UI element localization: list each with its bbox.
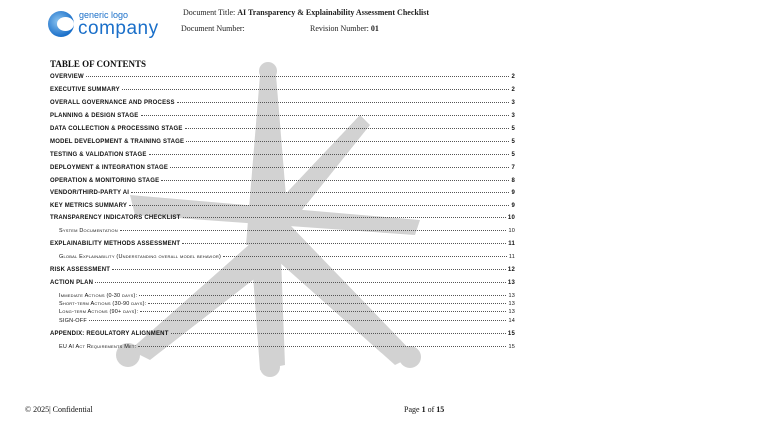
toc-entry-page: 11	[508, 254, 515, 260]
toc-entry-label: Global Explainability (Understanding overall model behavior)	[59, 254, 221, 260]
toc-entry-page: 5	[511, 139, 515, 145]
toc-entry[interactable]	[50, 126, 515, 132]
toc-entry-page: 5	[511, 152, 515, 158]
toc-entry-label: DATA COLLECTION & PROCESSING STAGE	[50, 126, 183, 132]
toc-entry[interactable]	[50, 267, 515, 273]
toc-entry-page: 14	[508, 318, 515, 324]
toc-entry-label: DEPLOYMENT & INTEGRATION STAGE	[50, 165, 169, 171]
toc-leader-dots	[141, 115, 510, 116]
toc-leader-dots	[161, 180, 509, 181]
toc-leader-dots	[120, 230, 507, 231]
toc-leader-dots	[95, 282, 506, 283]
toc-leader-dots	[138, 346, 506, 347]
toc-entry-label: RISK ASSESSMENT	[50, 267, 111, 273]
toc-leader-dots	[148, 303, 506, 304]
page-of: of	[427, 405, 435, 414]
toc-entry[interactable]	[50, 178, 515, 184]
toc-entry-label: APPENDIX: REGULATORY ALIGNMENT	[50, 331, 169, 337]
toc-entry-page: 15	[507, 331, 515, 337]
toc-entry[interactable]	[59, 293, 515, 299]
toc-leader-dots	[112, 269, 506, 270]
toc-entry-label: VENDOR/THIRD-PARTY AI	[50, 190, 130, 196]
page-prefix: Page	[404, 405, 420, 414]
title-value: AI Transparency & Explainability Assessment Checklist	[237, 8, 430, 17]
document-number-label: Document Number:	[181, 24, 245, 33]
toc-leader-dots	[182, 243, 506, 244]
toc-entry[interactable]	[50, 203, 515, 209]
toc-entry[interactable]	[50, 87, 515, 93]
toc-leader-dots	[170, 167, 509, 168]
toc-entry[interactable]	[50, 74, 515, 80]
toc-entry-page: 9	[511, 190, 515, 196]
toc-entry-page: 11	[508, 241, 515, 247]
toc-leader-dots	[131, 192, 509, 193]
toc-entry-page: 7	[511, 165, 515, 171]
toc-entry[interactable]	[50, 113, 515, 119]
toc-entry-label: OPERATION & MONITORING STAGE	[50, 178, 160, 184]
toc-entry-page: 9	[511, 203, 515, 209]
toc-entry-page: 8	[511, 178, 515, 184]
toc-entry-page: 15	[508, 344, 515, 350]
toc-entry-page: 3	[511, 113, 515, 119]
toc-entry-label: EXPLAINABILITY METHODS ASSESSMENT	[50, 241, 181, 247]
toc-entry-page: 2	[511, 74, 515, 80]
toc-leader-dots	[171, 333, 506, 334]
toc-entry-page: 13	[508, 301, 515, 307]
toc-entry[interactable]	[50, 100, 515, 106]
toc-entry[interactable]	[59, 254, 515, 260]
toc-entry-label: EXECUTIVE SUMMARY	[50, 87, 120, 93]
toc-entry[interactable]	[59, 228, 515, 234]
toc-entry-label: ACTION PLAN	[50, 280, 94, 286]
toc-entry-label: Immediate Actions (0-30 days):	[59, 293, 138, 299]
toc-entry-label: EU AI Act Requirements Met:	[59, 344, 137, 350]
toc-entry-page: 10	[508, 228, 515, 234]
toc-leader-dots	[223, 256, 507, 257]
toc-entry-label: KEY METRICS SUMMARY	[50, 203, 128, 209]
toc-entry[interactable]	[50, 139, 515, 145]
toc-leader-dots	[185, 128, 510, 129]
toc-entry[interactable]	[50, 165, 515, 171]
toc-entry-label: MODEL DEVELOPMENT & TRAINING STAGE	[50, 139, 185, 145]
footer-copyright: © 2025| Confidential	[25, 405, 93, 414]
toc-entry-label: Short-term Actions (30-90 days):	[59, 301, 147, 307]
toc-leader-dots	[140, 311, 506, 312]
toc-entry[interactable]	[50, 152, 515, 158]
toc-entry-page: 13	[508, 293, 515, 299]
toc-leader-dots	[89, 320, 507, 321]
page-current: 1	[421, 405, 426, 414]
company-logo	[48, 8, 158, 40]
toc-entry[interactable]	[50, 331, 515, 337]
toc-leader-dots	[149, 154, 510, 155]
footer-page-number	[404, 405, 444, 414]
toc-leader-dots	[122, 89, 510, 90]
logo-line1: generic logo	[79, 10, 129, 20]
toc-leader-dots	[186, 141, 509, 142]
toc-entry-label: TESTING & VALIDATION STAGE	[50, 152, 147, 158]
toc-entry-page: 13	[508, 309, 515, 315]
toc-entry-page: 3	[511, 100, 515, 106]
toc-entry[interactable]	[59, 301, 515, 307]
toc-entry[interactable]	[59, 309, 515, 315]
toc-leader-dots	[86, 76, 510, 77]
toc-entry-label: System Documentation	[59, 228, 118, 234]
toc-entry-page: 12	[507, 267, 515, 273]
logo-mark-icon	[48, 11, 74, 37]
toc-entry[interactable]	[59, 318, 515, 324]
toc-entry-label: OVERVIEW	[50, 74, 84, 80]
toc-leader-dots	[139, 295, 506, 296]
toc-entry[interactable]	[50, 190, 515, 196]
toc-entry-page: 10	[507, 215, 515, 221]
toc-leader-dots	[129, 205, 509, 206]
toc-entry[interactable]	[50, 280, 515, 286]
toc-entry-page: 13	[507, 280, 515, 286]
toc-entry-label: OVERALL GOVERNANCE AND PROCESS	[50, 100, 175, 106]
toc-entry[interactable]	[50, 241, 515, 247]
toc-entry[interactable]	[59, 344, 515, 350]
revision-label: Revision Number:	[310, 24, 369, 33]
toc-entry-label: TRANSPARENCY INDICATORS CHECKLIST	[50, 215, 181, 221]
revision-number	[310, 24, 379, 33]
toc-entry-page: 2	[511, 87, 515, 93]
title-label: Document Title:	[183, 8, 236, 17]
toc-entry-label: SIGN-OFF	[59, 318, 87, 324]
toc-entry[interactable]	[50, 215, 515, 221]
toc-entry-label: PLANNING & DESIGN STAGE	[50, 113, 139, 119]
toc-entry-page: 5	[511, 126, 515, 132]
toc-leader-dots	[183, 217, 506, 218]
page-total: 15	[436, 405, 445, 414]
toc-leader-dots	[177, 102, 510, 103]
revision-value: 01	[370, 24, 379, 33]
toc-entry-label: Long-term Actions (90+ days):	[59, 309, 139, 315]
toc-title: TABLE OF CONTENTS	[50, 59, 147, 69]
document-title	[183, 8, 429, 17]
logo-line2: company	[78, 18, 159, 39]
